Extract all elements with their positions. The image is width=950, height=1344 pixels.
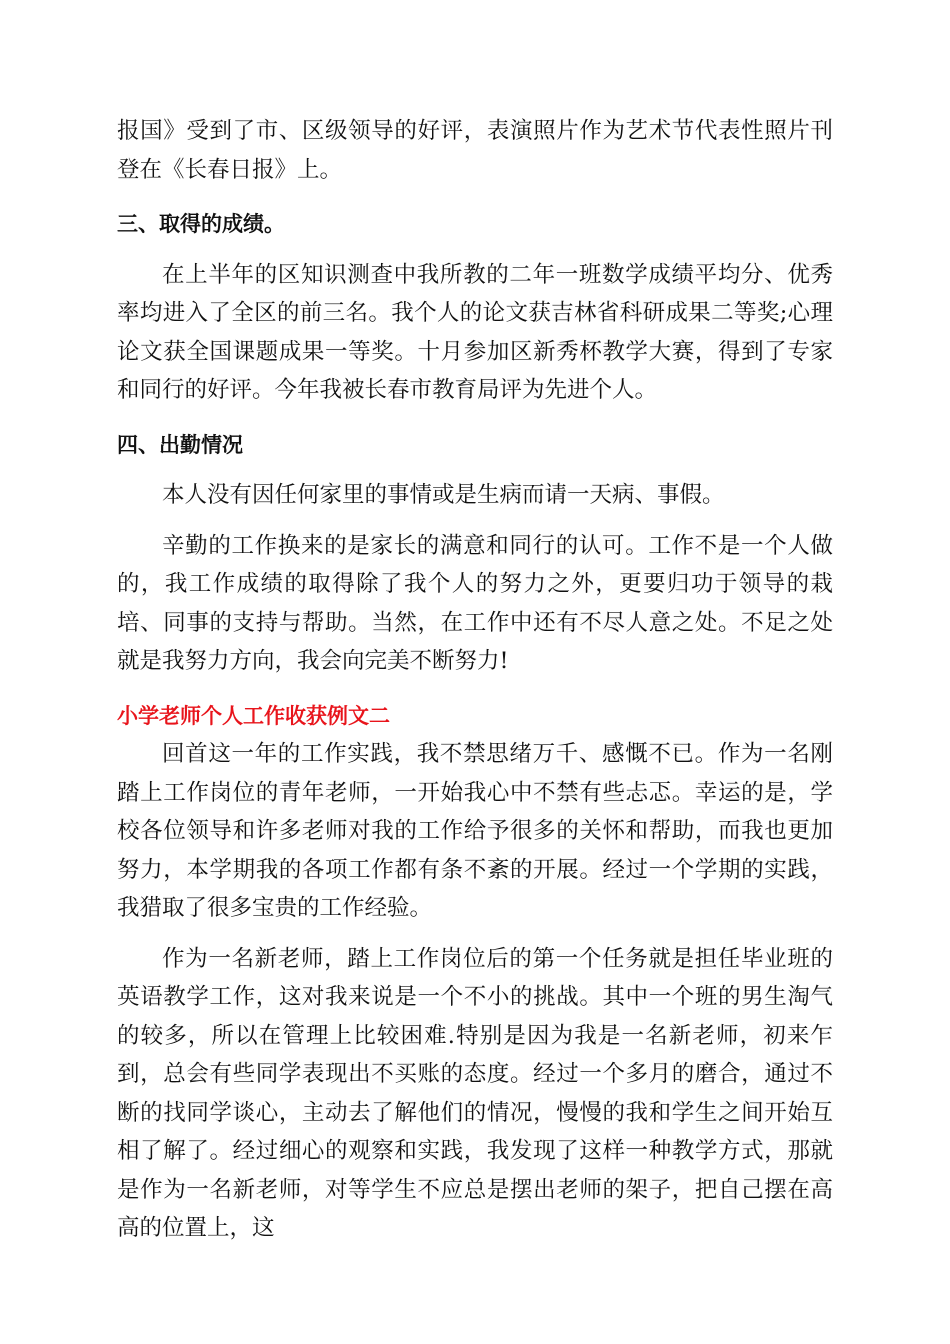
section-heading-achievements: 三、取得的成绩。 [117, 212, 285, 236]
document-body [117, 112, 833, 1248]
paragraph-new-teacher: 作为一名新老师，踏上工作岗位后的第一个任务就是担任毕业班的英语教学工作，这对我来说是一个不小的挑战。其中一个班的男生淘气的较多，所以在管理上比较困难.特别是因为我是一名新老师，初来乍到，总会有些同学表现出不买账的态度。经过一个多月的磨合，通过不断的找同学谈心，主动去了解他们的情况，慢慢的我和学生之间开始互相了解了。经过细心的观察和实践，我发现了这样一种教学方式，那就是作为一名新老师，对等学生不应总是摆出老师的架子，把自己摆在高高的位置上，这 [117, 945, 833, 1241]
paragraph-conclusion: 辛勤的工作换来的是家长的满意和同行的认可。工作不是一个人做的，我工作成绩的取得除了我个人的努力之外，更要归功于领导的栽培、同事的支持与帮助。当然，在工作中还有不尽人意之处。不足之处就是我努力方向，我会向完美不断努力! [117, 532, 833, 674]
section-heading-attendance: 四、出勤情况 [117, 432, 243, 457]
paragraph-achievements: 在上半年的区知识测查中我所教的二年一班数学成绩平均分、优秀率均进入了全区的前三名。我个人的论文获吉林省科研成果二等奖;心理论文获全国课题成果一等奖。十月参加区新秀杯教学大赛，得到了专家和同行的好评。今年我被长春市教育局评为先进个人。 [117, 261, 833, 403]
paragraph-attendance: 本人没有因任何家里的事情或是生病而请一天病、事假。 [162, 482, 725, 508]
paragraph-review: 回首这一年的工作实践，我不禁思绪万千、感慨不已。作为一名刚踏上工作岗位的青年老师，一开始我心中不禁有些忐忑。幸运的是，学校各位领导和许多老师对我的工作给予很多的关怀和帮助，而我也更加努力，本学期我的各项工作都有条不紊的开展。经过一个学期的实践，我猎取了很多宝贵的工作经验。 [117, 741, 833, 921]
example-two-title: 小学老师个人工作收获例文二 [117, 703, 390, 728]
paragraph-continued: 报国》受到了市、区级领导的好评，表演照片作为艺术节代表性照片刊登在《长春日报》上。 [117, 118, 833, 183]
